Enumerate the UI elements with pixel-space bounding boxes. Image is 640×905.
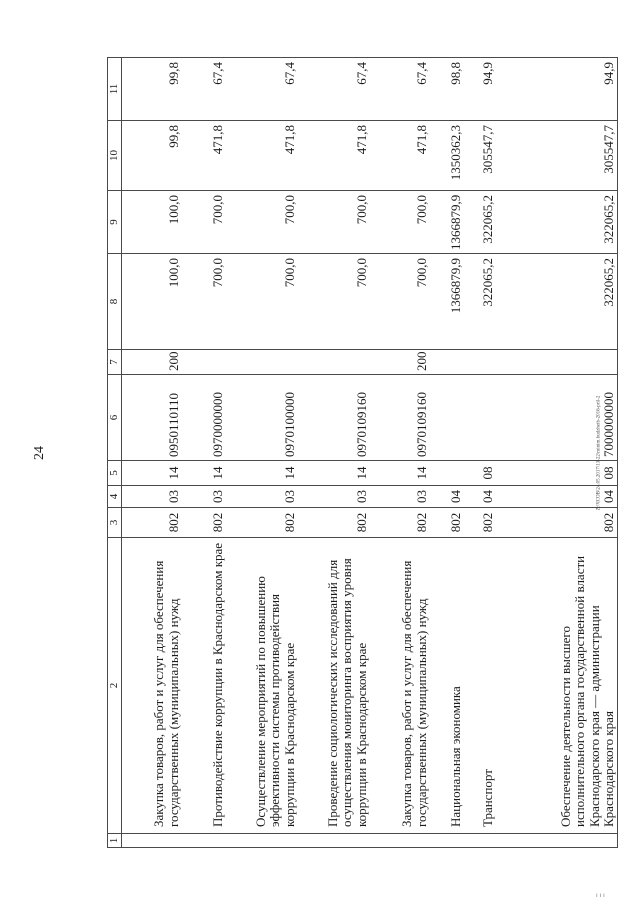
cell-col3: 802 — [430, 508, 464, 538]
cell-col7: 200 — [370, 350, 430, 375]
cell-col5 — [430, 461, 464, 486]
cell-col6: 0970100000 — [226, 375, 298, 461]
cell-col4: 03 — [182, 486, 226, 508]
file-path-footer: Z:\ЧСОВ\24.05.2017\13-22\minim.budzhetb-2016-pril-2 — [596, 395, 602, 511]
cell-col4: 03 — [298, 486, 370, 508]
cell-col4: 04 — [496, 486, 618, 508]
table-row — [182, 58, 226, 848]
cell-col6: 0970109160 — [370, 375, 430, 461]
header-col-3: 3 — [108, 508, 122, 538]
cell-col11: 94,9 — [496, 58, 618, 121]
cell-col8: 1366879,9 — [430, 254, 464, 350]
cell-col9: 1366879,9 — [430, 191, 464, 254]
cell-col10: 471,8 — [298, 121, 370, 191]
cell-col10: 471,8 — [370, 121, 430, 191]
cell-col3: 802 — [496, 508, 618, 538]
cell-col5: 08 — [496, 461, 618, 486]
cell-col7 — [430, 350, 464, 375]
cell-col5: 14 — [182, 461, 226, 486]
cell-col4: 03 — [122, 486, 182, 508]
cell-col10: 99,8 — [122, 121, 182, 191]
rotated-table-container — [107, 58, 617, 848]
cell-col10: 305547,7 — [464, 121, 496, 191]
cell-col6 — [464, 375, 496, 461]
scan-mark: ı ı ı — [596, 892, 605, 899]
header-col-4: 4 — [108, 486, 122, 508]
cell-col11: 94,9 — [464, 58, 496, 121]
budget-table — [107, 57, 618, 848]
cell-col3: 802 — [226, 508, 298, 538]
cell-col3: 802 — [182, 508, 226, 538]
cell-col9: 100,0 — [122, 191, 182, 254]
cell-col6: 0970000000 — [182, 375, 226, 461]
cell-col1 — [122, 834, 182, 848]
header-col-6: 6 — [108, 375, 122, 461]
cell-col6: 0970109160 — [298, 375, 370, 461]
cell-col9: 700,0 — [298, 191, 370, 254]
cell-col3: 802 — [370, 508, 430, 538]
cell-col5: 14 — [298, 461, 370, 486]
cell-col8: 700,0 — [370, 254, 430, 350]
cell-col2: Транспорт — [464, 538, 496, 834]
cell-col7: 200 — [122, 350, 182, 375]
cell-col5: 14 — [370, 461, 430, 486]
cell-col4: 04 — [430, 486, 464, 508]
cell-col11: 67,4 — [182, 58, 226, 121]
cell-col1 — [464, 834, 496, 848]
cell-col11: 67,4 — [298, 58, 370, 121]
cell-col2: Проведение социологических исследований для осуществления мониторинга восприятия уровня коррупции в Краснодарском крае — [298, 538, 370, 834]
cell-col5: 14 — [122, 461, 182, 486]
cell-col7 — [226, 350, 298, 375]
cell-col9: 700,0 — [226, 191, 298, 254]
cell-col10: 305547,7 — [496, 121, 618, 191]
cell-col6: 7000000000 — [496, 375, 618, 461]
table-row — [226, 58, 298, 848]
cell-col4: 03 — [226, 486, 298, 508]
cell-col8: 700,0 — [226, 254, 298, 350]
header-col-11: 11 — [108, 58, 122, 121]
cell-col10: 471,8 — [226, 121, 298, 191]
cell-col2: Обеспечение деятельности высшего исполнительного органа государственной власти Краснодарского края — администрации Краснодарского края — [496, 538, 618, 834]
cell-col8: 700,0 — [298, 254, 370, 350]
cell-col8: 100,0 — [122, 254, 182, 350]
cell-col1 — [370, 834, 430, 848]
cell-col9: 700,0 — [182, 191, 226, 254]
header-col-9: 9 — [108, 191, 122, 254]
cell-col11: 67,4 — [226, 58, 298, 121]
cell-col5: 14 — [226, 461, 298, 486]
cell-col3: 802 — [122, 508, 182, 538]
cell-col2: Закупка товаров, работ и услуг для обеспечения государственных (муниципальных) нужд — [122, 538, 182, 834]
cell-col9: 322065,2 — [464, 191, 496, 254]
cell-col9: 700,0 — [370, 191, 430, 254]
cell-col7 — [464, 350, 496, 375]
table-row — [464, 58, 496, 848]
cell-col8: 322065,2 — [464, 254, 496, 350]
cell-col4: 03 — [370, 486, 430, 508]
cell-col1 — [298, 834, 370, 848]
cell-col7 — [182, 350, 226, 375]
cell-col8: 322065,2 — [496, 254, 618, 350]
cell-col4: 04 — [464, 486, 496, 508]
page-number: 24 — [32, 446, 47, 460]
cell-col8: 700,0 — [182, 254, 226, 350]
cell-col1 — [496, 834, 618, 848]
cell-col1 — [226, 834, 298, 848]
table-header-row — [108, 58, 122, 848]
table-row — [430, 58, 464, 848]
cell-col6: 0950110110 — [122, 375, 182, 461]
table-row — [370, 58, 430, 848]
cell-col7 — [298, 350, 370, 375]
cell-col5: 08 — [464, 461, 496, 486]
cell-col3: 802 — [464, 508, 496, 538]
header-col-7: 7 — [108, 350, 122, 375]
cell-col11: 98,8 — [430, 58, 464, 121]
cell-col2: Осуществление мероприятий по повышению эффективности системы противодействия коррупции в Краснодарском крае — [226, 538, 298, 834]
cell-col11: 67,4 — [370, 58, 430, 121]
cell-col2: Закупка товаров, работ и услуг для обеспечения государственных (муниципальных) нужд — [370, 538, 430, 834]
table-row — [298, 58, 370, 848]
cell-col11: 99,8 — [122, 58, 182, 121]
cell-col1 — [430, 834, 464, 848]
header-col-8: 8 — [108, 254, 122, 350]
cell-col3: 802 — [298, 508, 370, 538]
cell-col9: 322065,2 — [496, 191, 618, 254]
cell-col10: 471,8 — [182, 121, 226, 191]
header-col-2: 2 — [108, 538, 122, 834]
cell-col10: 1350362,3 — [430, 121, 464, 191]
header-col-1: 1 — [108, 834, 122, 848]
cell-col2: Противодействие коррупции в Краснодарском крае — [182, 538, 226, 834]
header-col-5: 5 — [108, 461, 122, 486]
header-col-10: 10 — [108, 121, 122, 191]
table-row — [122, 58, 182, 848]
cell-col6 — [430, 375, 464, 461]
cell-col1 — [182, 834, 226, 848]
cell-col2: Национальная экономика — [430, 538, 464, 834]
